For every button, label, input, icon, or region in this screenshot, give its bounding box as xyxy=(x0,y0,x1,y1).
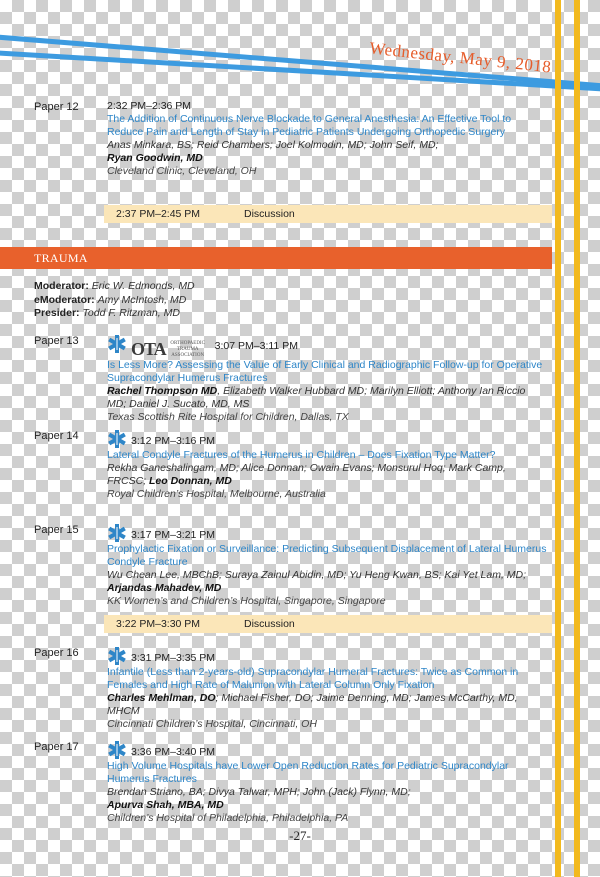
presenter: Rachel Thompson MD xyxy=(107,384,218,397)
paper-authors xyxy=(107,139,547,165)
authors-text: Brendan Striano, BA; Divya Talwar, MPH; John (Jack) Flynn, MD; xyxy=(107,786,411,798)
ota-logo xyxy=(131,341,207,359)
paper-institution: Cincinnati Children’s Hospital, Cincinnati, OH xyxy=(107,718,317,730)
paper-15-label: Paper 15 xyxy=(34,524,79,536)
paper-14-entry xyxy=(107,429,547,501)
decorative-gold-stripe-2 xyxy=(574,0,580,877)
paper-time: 3:17 PM–3:21 PM xyxy=(131,529,216,541)
paper-time: 2:32 PM–2:36 PM xyxy=(107,100,192,112)
paper-17-entry xyxy=(107,740,547,825)
discussion-time: 2:37 PM–2:45 PM xyxy=(116,208,201,220)
paper-institution: Texas Scottish Rite Hospital for Children, Dallas, TX xyxy=(107,410,349,423)
discussion-label: Discussion xyxy=(244,618,295,630)
discussion-bar xyxy=(104,615,552,633)
paper-time-row xyxy=(107,740,547,760)
authors-text: ; Michael Fisher, DO; Jaime Denning, MD; James McCarthy, MD, MHCM xyxy=(107,692,518,717)
authors-text: , Elizabeth Walker Hubbard MD; Marilyn Elliott; Anthony Ian Riccio MD; Daniel J. Sucato, MD, MS xyxy=(107,384,526,410)
presenter: Ryan Goodwin, MD xyxy=(107,152,203,164)
paper-12-entry xyxy=(107,100,547,178)
paper-17-label: Paper 17 xyxy=(34,741,79,753)
decorative-gold-stripe-1 xyxy=(555,0,561,877)
moderator-label: Moderator: xyxy=(34,280,89,292)
star-of-life-icon xyxy=(107,429,127,449)
presider-name: Todd F. Ritzman, MD xyxy=(82,307,180,319)
discussion-time: 3:22 PM–3:30 PM xyxy=(116,618,201,630)
paper-time: 3:07 PM–3:11 PM xyxy=(214,340,298,352)
paper-authors xyxy=(107,692,547,718)
paper-time: 3:31 PM–3:35 PM xyxy=(131,652,216,664)
authors-text: Wu Chean Lee, MBChB; Suraya Zainul Abidin, MD; Yu Heng Kwan, BS; Kai Yet Lam, MD; xyxy=(107,569,527,581)
paper-title[interactable]: Lateral Condyle Fractures of the Humerus in Children – Does Fixation Type Matter? xyxy=(107,449,496,461)
paper-15-entry xyxy=(107,523,547,608)
presenter: Charles Mehlman, DO xyxy=(107,692,216,704)
presenter: Apurva Shah, MBA, MD xyxy=(107,799,224,811)
paper-authors xyxy=(107,462,547,488)
paper-title[interactable]: Is Less More? Assessing the Value of Early Clinical and Radiographic Follow-up for Operative Supracondylar Humerus Fractures xyxy=(107,358,543,384)
moderator-name: Eric W. Edmonds, MD xyxy=(91,280,195,292)
paper-title[interactable]: Infantile (Less than 2-years-old) Supracondylar Humeral Fractures: Twice as Common in Females and High Rate of Malunion with Lateral Column Only Fixation xyxy=(107,666,519,691)
paper-authors xyxy=(107,385,547,411)
star-of-life-icon xyxy=(107,523,127,543)
paper-authors xyxy=(107,786,547,812)
paper-authors xyxy=(107,569,547,595)
paper-title[interactable]: High Volume Hospitals have Lower Open Reduction Rates for Pediatric Supracondylar Humerus Fractures xyxy=(107,760,509,785)
paper-institution: Cleveland Clinic, Cleveland, OH xyxy=(107,165,257,177)
paper-time-row xyxy=(107,334,547,359)
paper-13-label: Paper 13 xyxy=(34,335,79,347)
discussion-label: Discussion xyxy=(244,208,295,220)
paper-time-row xyxy=(107,429,547,449)
paper-16-label: Paper 16 xyxy=(34,647,79,659)
ota-logo-text: OTA xyxy=(131,339,166,359)
paper-16-entry xyxy=(107,646,547,731)
authors-text: Anas Minkara, BS; Reid Chambers; Joel Kolmodin, MD; John Seif, MD; xyxy=(107,139,439,151)
paper-time-row xyxy=(107,523,547,543)
paper-13-entry xyxy=(107,334,547,424)
presenter: Arjandas Mahadev, MD xyxy=(107,582,222,594)
star-of-life-icon xyxy=(107,740,127,760)
session-roles xyxy=(34,280,195,321)
page-date-header: Wednesday, May 9, 2018 xyxy=(368,38,553,77)
paper-institution: KK Women’s and Children’s Hospital, Singapore, Singapore xyxy=(107,595,386,607)
paper-title[interactable]: The Addition of Continuous Nerve Blockade to General Anesthesia: An Effective Tool to Reduce Pain and Length of Stay in Pediatric Patients Undergoing Orthopedic Surgery xyxy=(107,113,512,138)
discussion-bar xyxy=(104,205,552,223)
paper-title[interactable]: Prophylactic Fixation or Surveillance: Predicting Subsequent Displacement of Lateral Humerus Condyle Fracture xyxy=(107,543,547,568)
star-of-life-icon xyxy=(107,334,127,354)
presider-label: Presider: xyxy=(34,307,80,319)
ota-logo-subtext: ORTHOPAEDIC TRAUMA ASSOCIATION xyxy=(170,340,205,358)
paper-time: 3:36 PM–3:40 PM xyxy=(131,746,216,758)
paper-time: 3:12 PM–3:16 PM xyxy=(131,435,216,447)
page-number: -27- xyxy=(289,828,311,843)
paper-institution: Royal Children’s Hospital, Melbourne, Australia xyxy=(107,488,326,500)
section-header-trauma: TRAUMA xyxy=(0,247,552,269)
emoderator-label: eModerator: xyxy=(34,293,95,306)
emoderator-name: Amy McIntosh, MD xyxy=(97,293,187,306)
paper-12-label: Paper 12 xyxy=(34,101,79,113)
paper-institution: Children’s Hospital of Philadelphia, Philadelphia, PA xyxy=(107,812,349,824)
presenter: Leo Donnan, MD xyxy=(149,475,232,487)
authors-text: Rekha Ganeshalingam, MD; Alice Donnan; Owain Evans; Monsurul Hoq; Mark Camp, FRCSC; xyxy=(107,462,506,487)
star-of-life-icon xyxy=(107,646,127,666)
paper-time-row xyxy=(107,646,547,666)
paper-14-label: Paper 14 xyxy=(34,430,79,442)
